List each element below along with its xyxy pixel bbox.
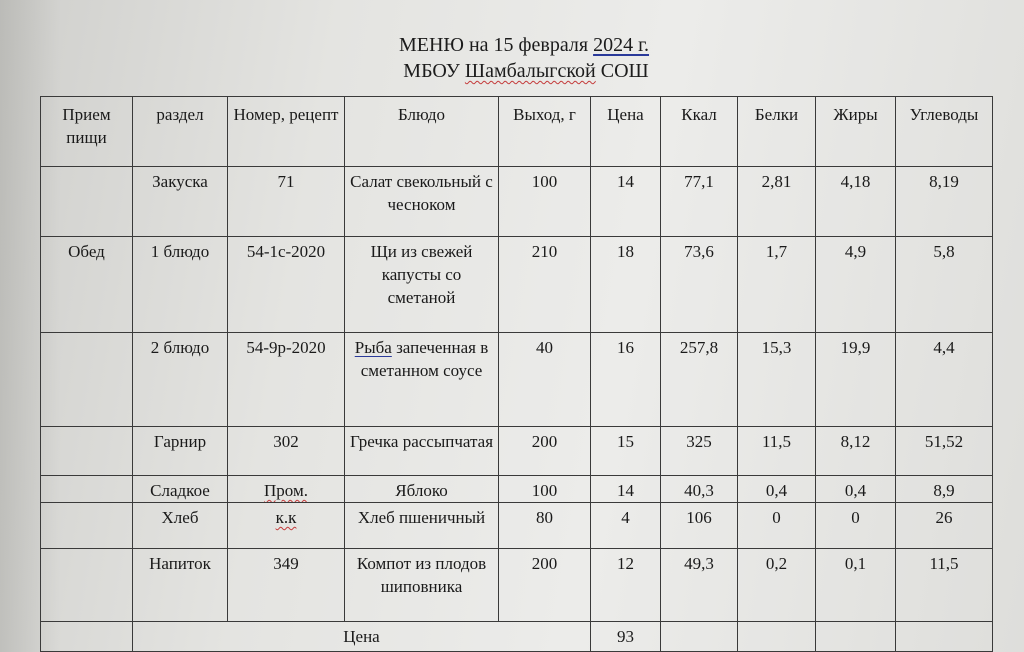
table-row — [41, 333, 993, 427]
cell-fat: 4,18 — [816, 167, 896, 237]
table-row — [41, 167, 993, 237]
cell-output: 210 — [499, 237, 591, 333]
header-carbs: Углеводы — [896, 97, 993, 167]
cell-dish: Щи из свежей капусты со сметаной — [345, 237, 499, 333]
cell-kcal: 325 — [661, 427, 738, 476]
cell-carbs: 26 — [896, 503, 993, 549]
cell-recipe-text: Пром. — [264, 481, 308, 500]
cell-protein: 0 — [738, 503, 816, 549]
table-row — [41, 427, 993, 476]
header-output: Выход, г — [499, 97, 591, 167]
cell-fat: 8,12 — [816, 427, 896, 476]
cell-carbs: 4,4 — [896, 333, 993, 427]
cell-protein: 0,2 — [738, 549, 816, 622]
cell-output: 40 — [499, 333, 591, 427]
school-name-suffix: СОШ — [595, 60, 649, 82]
cell-meal — [41, 427, 133, 476]
cell-output: 200 — [499, 549, 591, 622]
cell-dish — [345, 333, 499, 427]
cell-empty — [896, 622, 993, 652]
cell-section: Хлеб — [133, 503, 228, 549]
cell-section: Напиток — [133, 549, 228, 622]
cell-recipe: 349 — [228, 549, 345, 622]
cell-dish: Салат свекольный с чесноком — [345, 167, 499, 237]
header-section: раздел — [133, 97, 228, 167]
cell-meal — [41, 167, 133, 237]
cell-fat: 4,9 — [816, 237, 896, 333]
cell-empty — [661, 622, 738, 652]
table-row — [41, 476, 993, 503]
table-header-row — [41, 97, 993, 167]
cell-carbs: 5,8 — [896, 237, 993, 333]
menu-title-year: 2024 г. — [593, 34, 650, 56]
table-row — [41, 549, 993, 622]
cell-carbs: 11,5 — [896, 549, 993, 622]
cell-section: Закуска — [133, 167, 228, 237]
menu-table — [40, 96, 993, 652]
cell-protein: 15,3 — [738, 333, 816, 427]
cell-kcal: 73,6 — [661, 237, 738, 333]
cell-fat: 19,9 — [816, 333, 896, 427]
cell-recipe — [228, 476, 345, 503]
school-name — [14, 58, 1024, 84]
cell-fat: 0,4 — [816, 476, 896, 503]
total-label: Цена — [133, 622, 591, 652]
school-name-prefix: МБОУ — [403, 60, 465, 82]
cell-carbs: 8,19 — [896, 167, 993, 237]
cell-recipe: 71 — [228, 167, 345, 237]
cell-meal: Обед — [41, 237, 133, 333]
cell-recipe-text: к.к — [275, 508, 297, 527]
cell-meal — [41, 476, 133, 503]
cell-meal — [41, 333, 133, 427]
cell-price: 18 — [591, 237, 661, 333]
cell-protein: 0,4 — [738, 476, 816, 503]
cell-price: 14 — [591, 476, 661, 503]
cell-section: 2 блюдо — [133, 333, 228, 427]
cell-protein: 2,81 — [738, 167, 816, 237]
school-name-main: Шамбалыгской — [464, 60, 596, 82]
cell-dish: Компот из плодов шиповника — [345, 549, 499, 622]
cell-output: 100 — [499, 167, 591, 237]
table-row — [41, 237, 993, 333]
cell-output: 100 — [499, 476, 591, 503]
cell-price: 15 — [591, 427, 661, 476]
header-fat: Жиры — [816, 97, 896, 167]
cell-recipe: 54-1с-2020 — [228, 237, 345, 333]
cell-kcal: 40,3 — [661, 476, 738, 503]
cell-price: 14 — [591, 167, 661, 237]
cell-protein: 11,5 — [738, 427, 816, 476]
cell-carbs: 51,52 — [896, 427, 993, 476]
cell-kcal: 257,8 — [661, 333, 738, 427]
cell-output: 80 — [499, 503, 591, 549]
cell-dish: Яблоко — [345, 476, 499, 503]
header-meal: Прием пищи — [41, 97, 133, 167]
cell-section: Сладкое — [133, 476, 228, 503]
cell-section: Гарнир — [133, 427, 228, 476]
cell-recipe — [228, 503, 345, 549]
cell-kcal: 49,3 — [661, 549, 738, 622]
cell-meal — [41, 549, 133, 622]
cell-dish-first-word: Рыба — [354, 338, 392, 357]
header-dish: Блюдо — [345, 97, 499, 167]
cell-kcal: 77,1 — [661, 167, 738, 237]
cell-output: 200 — [499, 427, 591, 476]
table-row — [41, 503, 993, 549]
menu-title — [12, 32, 1024, 58]
cell-empty — [41, 622, 133, 652]
cell-protein: 1,7 — [738, 237, 816, 333]
cell-empty — [816, 622, 896, 652]
cell-dish: Хлеб пшеничный — [345, 503, 499, 549]
header-price: Цена — [591, 97, 661, 167]
cell-price: 12 — [591, 549, 661, 622]
cell-carbs: 8,9 — [896, 476, 993, 503]
cell-empty — [738, 622, 816, 652]
cell-recipe: 302 — [228, 427, 345, 476]
cell-dish-rest: запеченная в сметанном соусе — [360, 338, 489, 380]
cell-fat: 0 — [816, 503, 896, 549]
cell-section: 1 блюдо — [133, 237, 228, 333]
header-recipe: Номер, рецепт — [228, 97, 345, 167]
menu-title-date: МЕНЮ на 15 февраля — [398, 34, 594, 56]
total-value: 93 — [591, 622, 661, 652]
cell-meal — [41, 503, 133, 549]
cell-fat: 0,1 — [816, 549, 896, 622]
header-protein: Белки — [738, 97, 816, 167]
header-kcal: Ккал — [661, 97, 738, 167]
cell-price: 4 — [591, 503, 661, 549]
cell-dish: Гречка рассыпчатая — [345, 427, 499, 476]
table-total-row — [41, 622, 993, 652]
cell-price: 16 — [591, 333, 661, 427]
cell-kcal: 106 — [661, 503, 738, 549]
cell-recipe: 54-9р-2020 — [228, 333, 345, 427]
